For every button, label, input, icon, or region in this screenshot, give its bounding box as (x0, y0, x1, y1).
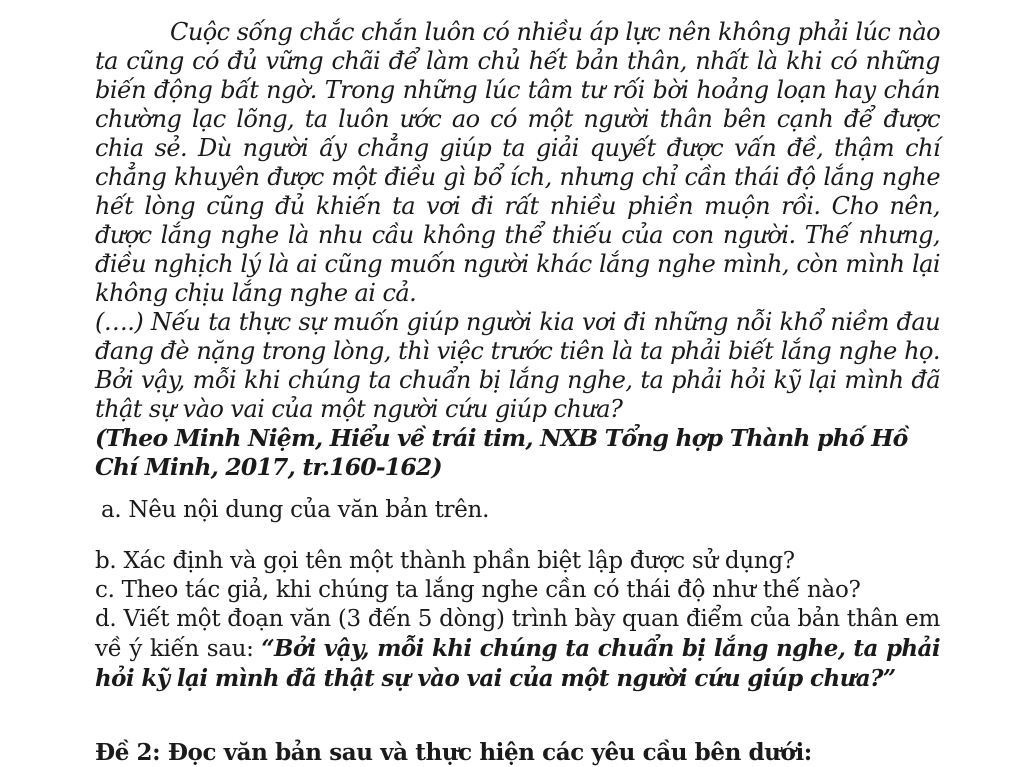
next-section-heading: Đề 2: Đọc văn bản sau và thực hiện các yêu cầu bên dưới: (95, 739, 812, 766)
document-page (95, 18, 940, 694)
passage-paragraph-1: Cuộc sống chắc chắn luôn có nhiều áp lực nên không phải lúc nào ta cũng có đủ vững chãi để làm chủ hết bản thân, nhất là khi có những biến động bất ngờ. Trong những lúc tâm tư rối bời hoảng loạn hay chán chường lạc lõng, ta luôn ước ao có một người thân bên cạnh để được chia sẻ. Dù người ấy chẳng giúp ta giải quyết được vấn đề, thậm chí chẳng khuyên được một điều gì bổ ích, nhưng chỉ cần thái độ lắng nghe hết lòng cũng đủ khiến ta vơi đi rất nhiều phiền muộn rồi. Cho nên, được lắng nghe là nhu cầu không thể thiếu của con người. Thế nhưng, điều nghịch lý là ai cũng muốn người khác lắng nghe mình, còn mình lại không chịu lắng nghe ai cả. (95, 18, 940, 307)
question-b: b. Xác định và gọi tên một thành phần biệt lập được sử dụng? (95, 548, 795, 574)
passage-paragraph-2: (….) Nếu ta thực sự muốn giúp người kia vơi đi những nỗi khổ niềm đau đang đè nặng trong lòng, thì việc trước tiên là ta phải biết lắng nghe họ. Bởi vậy, mỗi khi chúng ta chuẩn bị lắng nghe, ta phải hỏi kỹ lại mình đã thật sự vào vai của một người cứu giúp chưa? (95, 308, 940, 423)
question-d-text: d. Viết một đoạn văn (3 đến 5 dòng) trình bày quan điểm của bản thân em về ý kiến sau: (95, 606, 940, 662)
passage-source-citation: (Theo Minh Niệm, Hiểu về trái tim, NXB Tổng hợp Thành phố Hồ Chí Minh, 2017, tr.160-162) (95, 424, 908, 481)
question-d (95, 605, 940, 694)
question-a: a. Nêu nội dung của văn bản trên. (101, 497, 490, 523)
question-d-quote: “Bởi vậy, mỗi khi chúng ta chuẩn bị lắng nghe, ta phải hỏi kỹ lại mình đã thật sự vào vai của một người cứu giúp chưa?” (95, 635, 940, 692)
question-c: c. Theo tác giả, khi chúng ta lắng nghe cần có thái độ như thế nào? (95, 577, 861, 603)
